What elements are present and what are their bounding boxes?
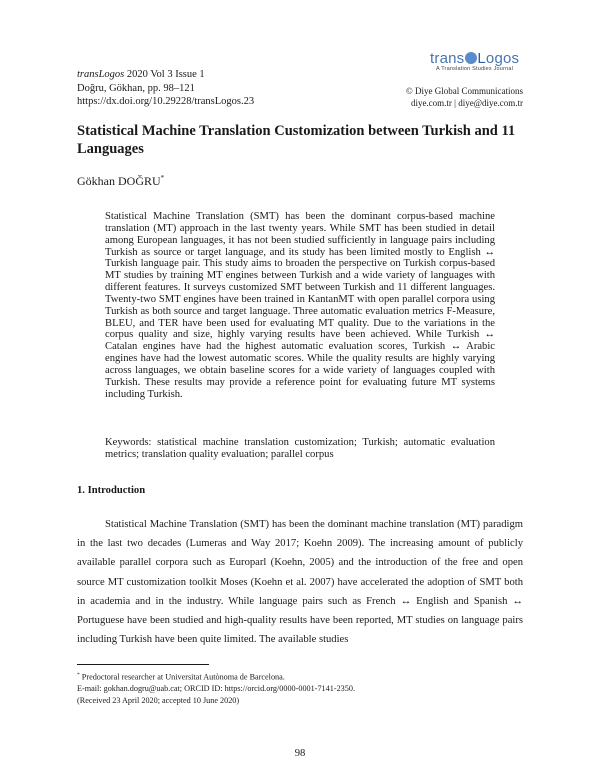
- footnote-mark: *: [77, 672, 80, 678]
- doi-link[interactable]: https://dx.doi.org/10.29228/transLogos.23: [77, 96, 255, 107]
- footnote-affiliation: [77, 670, 523, 683]
- translogos-logo: trans Logos A Translation Studies Journal: [430, 50, 530, 80]
- paper-title: Statistical Machine Translation Customization between Turkish and 11 Languages: [77, 123, 516, 157]
- logo-tagline: A Translation Studies Journal: [436, 66, 514, 72]
- abstract: Statistical Machine Translation (SMT) has been the dominant corpus-based machine translation (MT) approach in the last twenty years. While SMT has been studied in detail among European languages, it has not been studied sufficiently in language pairs including Turkish as source or target language, and its study has been limited mostly to English ↔ Turkish language pair. This study aims to broaden the perspective on Turkish corpus-based MT studies by training MT engines between Turkish and a wide variety of languages with different features. It surveys customized SMT between Turkish and 11 different languages. Twenty-two SMT engines have been trained in KantanMT with open parallel corpora using Turkish as both source and target language. Three automatic evaluation metrics F-Measure, BLEU, and TER have been used for evaluating MT quality. Due to the variations in the corpus quality and size, highly varying results have been achieved. While Turkish ↔ Catalan engines have had the highest automatic evaluation scores, Turkish ↔ Arabic engines have had the lowest automatic scores. While the quality results are highly varying across languages, we obtain baseline scores for a wide variety of languages coupled with Turkish. These results may provide a reference point for evaluating future MT systems including Turkish.: [105, 211, 495, 400]
- citation: Doğru, Gökhan, pp. 98–121: [77, 82, 195, 94]
- logo-text-end: ogos: [485, 50, 520, 67]
- logo-text-start: trans: [430, 50, 465, 67]
- journal-header: [77, 68, 254, 109]
- volume-issue: 2020 Vol 3 Issue 1: [124, 69, 205, 80]
- author-footnote-mark: *: [160, 174, 165, 182]
- footnote-contact[interactable]: E-mail: gokhan.dogru@uab.cat; ORCID ID: https://orcid.org/0000-0001-7141-2350.: [77, 684, 355, 694]
- intro-paragraph: Statistical Machine Translation (SMT) has been the dominant machine translation (MT) paradigm in the last two decades (Lumeras and Way 2017; Koehn 2009). The increasing amount of publicly available parallel corpora such as Europarl (Koehn, 2005) and the introduction of the free and open source MT customization toolkit Moses (Koehn et al. 2007) have accelerated the adoption of SMT both in academia and in the industry. While language pairs such as French ↔ English and Spanish ↔ Portuguese have been studied and high-quality results have been reported, MT studies on language pairs including Turkish have been quite limited. The available studies: [77, 519, 523, 646]
- keywords: Keywords: statistical machine translation customization; Turkish; automatic evaluation metrics; translation quality evaluation; parallel corpus: [105, 437, 495, 460]
- logo-globe-icon: [465, 52, 477, 64]
- section-heading: 1. Introduction: [77, 485, 146, 496]
- footnote-divider: [77, 664, 209, 665]
- publisher-contact[interactable]: diye.com.tr | diye@diye.com.tr: [410, 97, 523, 108]
- page-number: 98: [294, 748, 306, 759]
- publisher-info: [406, 86, 523, 109]
- affiliation-text: Predoctoral researcher at Universitat Autònoma de Barcelona.: [79, 672, 285, 682]
- author-name: Gökhan DOĞRU: [77, 174, 161, 188]
- journal-name: transLogos: [77, 69, 125, 80]
- publisher-name: © Diye Global Communications: [405, 86, 523, 96]
- footnote-dates: (Received 23 April 2020; accepted 10 June 2020): [77, 695, 240, 705]
- journal-volume-line: [77, 68, 254, 82]
- footnotes: [77, 670, 523, 706]
- author-line: [77, 174, 164, 189]
